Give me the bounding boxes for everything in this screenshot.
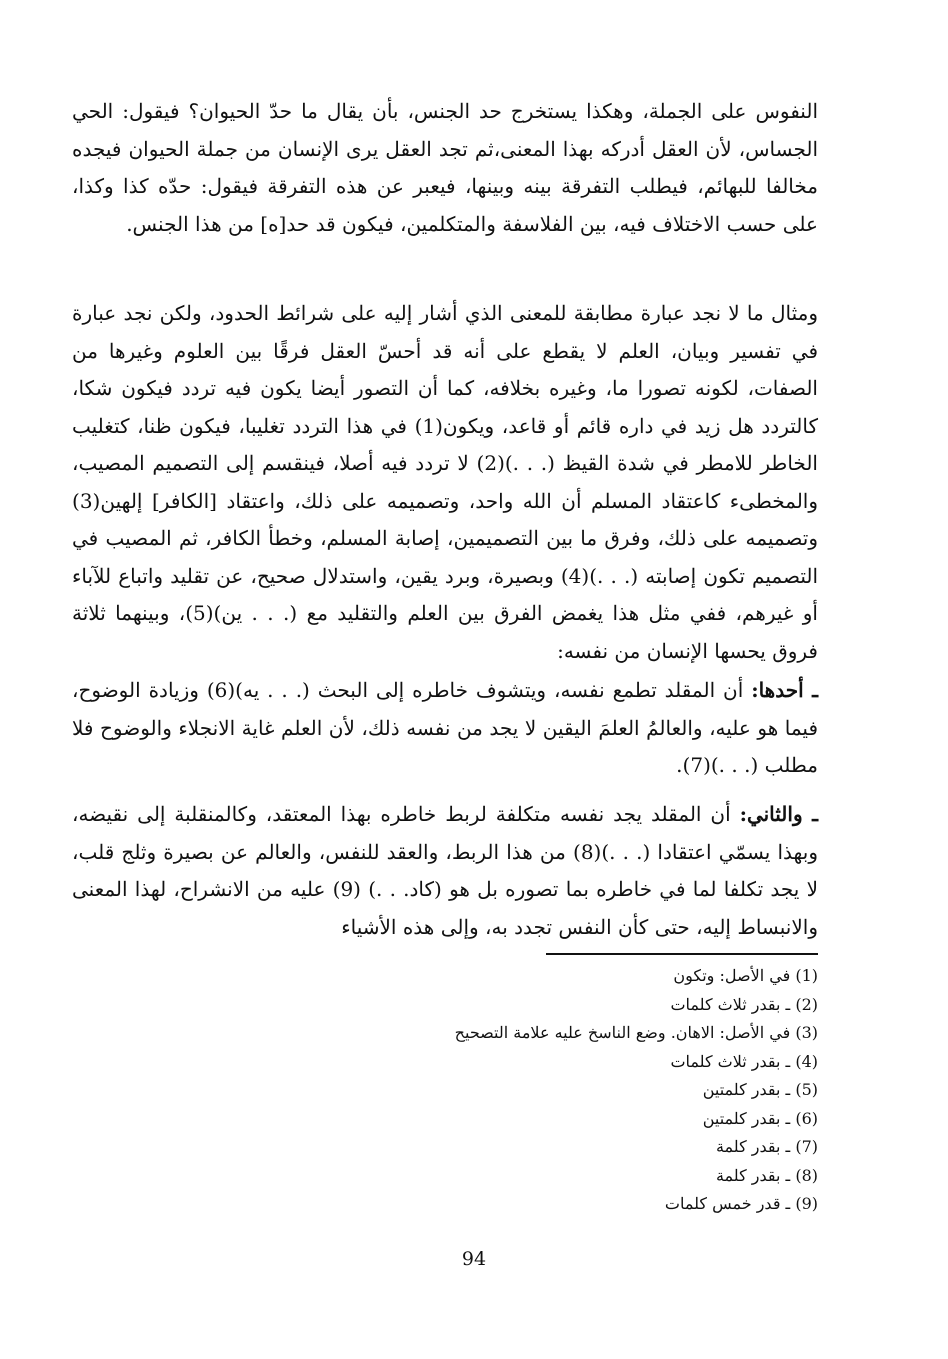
paragraph-3 [72, 672, 818, 785]
paragraph-2 [72, 295, 818, 670]
paragraph-3-lead: ـ أحدها: [751, 678, 818, 702]
paragraph-4 [72, 796, 818, 946]
footnote-3: (3) في الأصل: الاهان. وضع الناسخ عليه علامة التصحيح [454, 1023, 818, 1042]
footnote-5: (5) ـ بقدر كلمتين [702, 1080, 818, 1099]
paragraph-1 [72, 93, 818, 243]
paragraph-4-lead: ـ والثاني: [739, 802, 818, 826]
page-number: 94 [461, 1248, 487, 1270]
footnote-8: (8) ـ بقدر كلمة [715, 1165, 818, 1185]
paragraph-4-text: أن المقلد يجد نفسه متكلفة لربط خاطره بهذا المعتقد، وكالمنقلبة إلى نقيضه، وبهذا يسمّي اعتقادا (. . .)(8) من هذا الربط، والعقد للنفس، والعالم عن بصيرة وثلج قلب، لا يجد تكلفا لما في خاطره بما تصوره بل هو (كاد. . .) (9) عليه من الانشراح، لهذا المعنى والانبساط إليه، حتى كأن النفس تجدد به، وإلى هذه الأشياء [72, 802, 819, 939]
footnote-9: (9) ـ قدر خمس كلمات [664, 1194, 818, 1213]
footnote-4: (4) ـ بقدر ثلاث كلمات [670, 1051, 818, 1071]
paragraph-3-text: أن المقلد تطمع نفسه، ويتشوف خاطره إلى البحث (. . . يه)(6) وزيادة الوضوح، فيما هو عليه، والعالمُ العلمَ اليقين لا يجد من نفسه ذلك، لأن العلم غاية الانجلاء والوضوح فلا مطلب (. . .)(7). [72, 678, 818, 777]
footnote-2: (2) ـ بقدر ثلاث كلمات [670, 994, 818, 1014]
footnote-7: (7) ـ بقدر كلمة [715, 1137, 818, 1156]
paragraph-1-text: النفوس على الجملة، وهكذا يستخرج حد الجنس، بأن يقال ما حدّ الحيوان؟ فيقول: الحي الجساس، لأن العقل أدركه بهذا المعنى،ثم تجد العقل يرى الإنسان من جملة الحيوان فيجده مخالفا للبهائم، فيطلب التفرقة بينه وبينها، فيعبر عن هذه التفرقة فيقول: حدّه كذا وكذا، على حسب الاختلاف فيه، بين الفلاسفة والمتكلمين، فيكون قد حد[ه] من هذا الجنس. [72, 99, 818, 236]
footnote-1: (1) في الأصل: وتكون [673, 966, 818, 985]
footnotes-list [72, 962, 818, 1219]
footnote-divider [546, 953, 818, 955]
paragraph-2-text: ومثال ما لا نجد عبارة مطابقة للمعنى الذي أشار إليه على شرائط الحدود، ولكن نجد عبارة في تفسير وبيان، العلم لا يقطع على أنه قد أحسّ العقل فرقًا بين العلوم وغيرها من الصفات، لكونه تصورا ما، وغيره بخلافه، كما أن التصور أيضا يكون فيه تردد فيكون شكا، كالتردد هل زيد في داره قائم أو قاعد، ويكون(1) في هذا التردد تغليبا، فيكون ظنا، كتغليب الخاطر للامطر في شدة القيظ (. . .)(2) لا تردد فيه أصلا، فينقسم إلى التصميم المصيب، والمخطىء كاعتقاد المسلم أن الله واحد، وتصميمه على ذلك، واعتقاد [الكافر] إلهين(3) وتصميمه على ذلك، وفرق ما بين التصميمين، إصابة المسلم، وخطأ الكافر، ثم المصيب في التصميم تكون إصابته (. . .)(4) وبصيرة، وبرد يقين، واستدلال صحيح، عن تقليد واتباع للآباء أو غيرهم، ففي مثل هذا يغمض الفرق بين العلم والتقليد مع (. . . ين)(5)، وبينهما ثلاثة فروق يحسها الإنسان من نفسه: [72, 301, 819, 663]
footnote-6: (6) ـ بقدر كلمتين [702, 1108, 818, 1128]
